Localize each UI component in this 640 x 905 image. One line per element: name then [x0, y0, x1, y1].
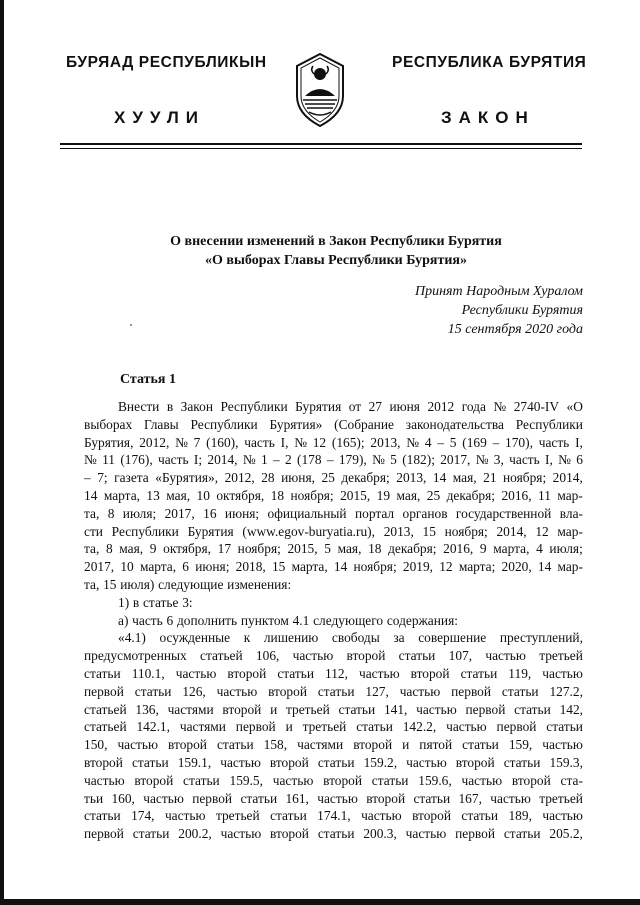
article-text-line: статьей 142.1, частями первой и третьей статьи 142.2, частью первой статьи: [84, 719, 583, 735]
article-text-line: Внести в Закон Республики Бурятия от 27 июня 2012 года № 2740-IV «О: [118, 399, 583, 414]
article-text-line: та, 8 июля; 2017, 16 июня; официальный портал органов государственной вла-: [84, 505, 583, 521]
article-text-line: частью второй статьи 159.5, частью второй статьи 159.6, частью второй ста-: [84, 772, 583, 788]
article-text-line: а) часть 6 дополнить пунктом 4.1 следующего содержания:: [118, 612, 458, 628]
coat-of-arms-icon: [293, 52, 347, 128]
article-text-line: № 11 (176), часть I; 2014, № 1 – 2 (178 – 179), № 5 (182); 2017, № 3, часть I, № 6: [84, 452, 583, 468]
header-left-subtitle: ХУУЛИ: [114, 108, 205, 127]
header-right-subtitle: ЗАКОН: [441, 108, 535, 127]
article-text-line: сти Республики Бурятия (www.egov-buryatia.ru), 2013, 15 ноября; 2014, 12 мар-: [84, 523, 583, 539]
article-text-line: первой статьи 200.2, частью второй статьи 200.3, частью первой статьи 205.2,: [84, 826, 583, 842]
scan-bottom-edge: [0, 899, 640, 905]
adoption-date: 15 сентября 2020 года: [447, 322, 583, 337]
adoption-note: [340, 282, 583, 339]
article-text-line: выборах Главы Республики Бурятия» (Собрание законодательства Республики: [84, 416, 583, 432]
article-text-line: первой статьи 126, частью второй статьи 127, частью первой статьи 127.2,: [84, 683, 583, 699]
article-text-line: «4.1) осужденные к лишению свободы за совершение преступлений,: [118, 630, 583, 646]
article-text-line: второй статьи 159.1, частью второй статьи 159.2, частью второй статьи 159.3,: [84, 754, 583, 770]
article-body: [84, 398, 583, 843]
article-text-line: статьей 136, частями второй и третьей статьи 141, частью первой статьи 142,: [84, 701, 583, 717]
article-heading: Статья 1: [120, 372, 176, 387]
header-rule-thick: [60, 143, 582, 145]
article-text-line: предусмотренных статьей 106, частью второй статьи 107, частью третьей: [84, 648, 583, 664]
adoption-line: Принят Народным Хуралом: [414, 284, 583, 299]
law-title: [60, 232, 582, 270]
article-text-line: – 7; газета «Бурятия», 2012, 28 июня, 25 декабря; 2013, 14 мая, 21 ноября; 2014,: [84, 470, 583, 486]
article-text-line: статьи 110.1, частью второй статьи 112, частью второй статьи 119, частью: [84, 665, 583, 681]
law-title-line: «О выборах Главы Республики Бурятия»: [205, 253, 467, 268]
header-right-title: РЕСПУБЛИКА БУРЯТИЯ: [392, 54, 587, 71]
header-rule-thin: [60, 148, 582, 149]
adoption-line: Республики Бурятия: [461, 303, 583, 318]
article-text-line: 1) в статье 3:: [118, 594, 193, 610]
law-title-line: О внесении изменений в Закон Республики Бурятия: [170, 234, 502, 249]
article-text-line: 150, частью второй статьи 158, частями второй и пятой статьи 159, частью: [84, 737, 583, 753]
article-text-line: статьи 174, частью третьей статьи 174.1, частью второй статьи 189, частью: [84, 808, 583, 824]
article-text-line: 14 марта, 13 мая, 10 октября, 18 ноября; 2015, 19 мая, 25 декабря; 2016, 11 мар-: [84, 487, 583, 503]
scan-speck: [130, 324, 132, 326]
scan-left-edge: [0, 0, 4, 905]
article-text-line: та, 15 июля) следующие изменения:: [84, 576, 292, 592]
article-text-line: Бурятия, 2012, № 7 (160), часть I, № 12 (165); 2013, № 4 – 5 (169 – 170), часть I,: [84, 434, 583, 450]
article-text-line: 2017, 10 марта, 6 июня; 2018, 15 марта, 14 ноября; 2019, 12 марта; 2020, 14 мар-: [84, 559, 583, 575]
article-text-line: та, 8 мая, 9 октября, 17 ноября; 2015, 5 мая, 18 декабря; 2016, 9 марта, 4 июля;: [84, 541, 583, 557]
header-left-title: БУРЯАД РЕСПУБЛИКЫН: [66, 54, 267, 71]
article-text-line: тьи 160, частью первой статьи 161, частью второй статьи 167, частью третьей: [84, 790, 583, 806]
